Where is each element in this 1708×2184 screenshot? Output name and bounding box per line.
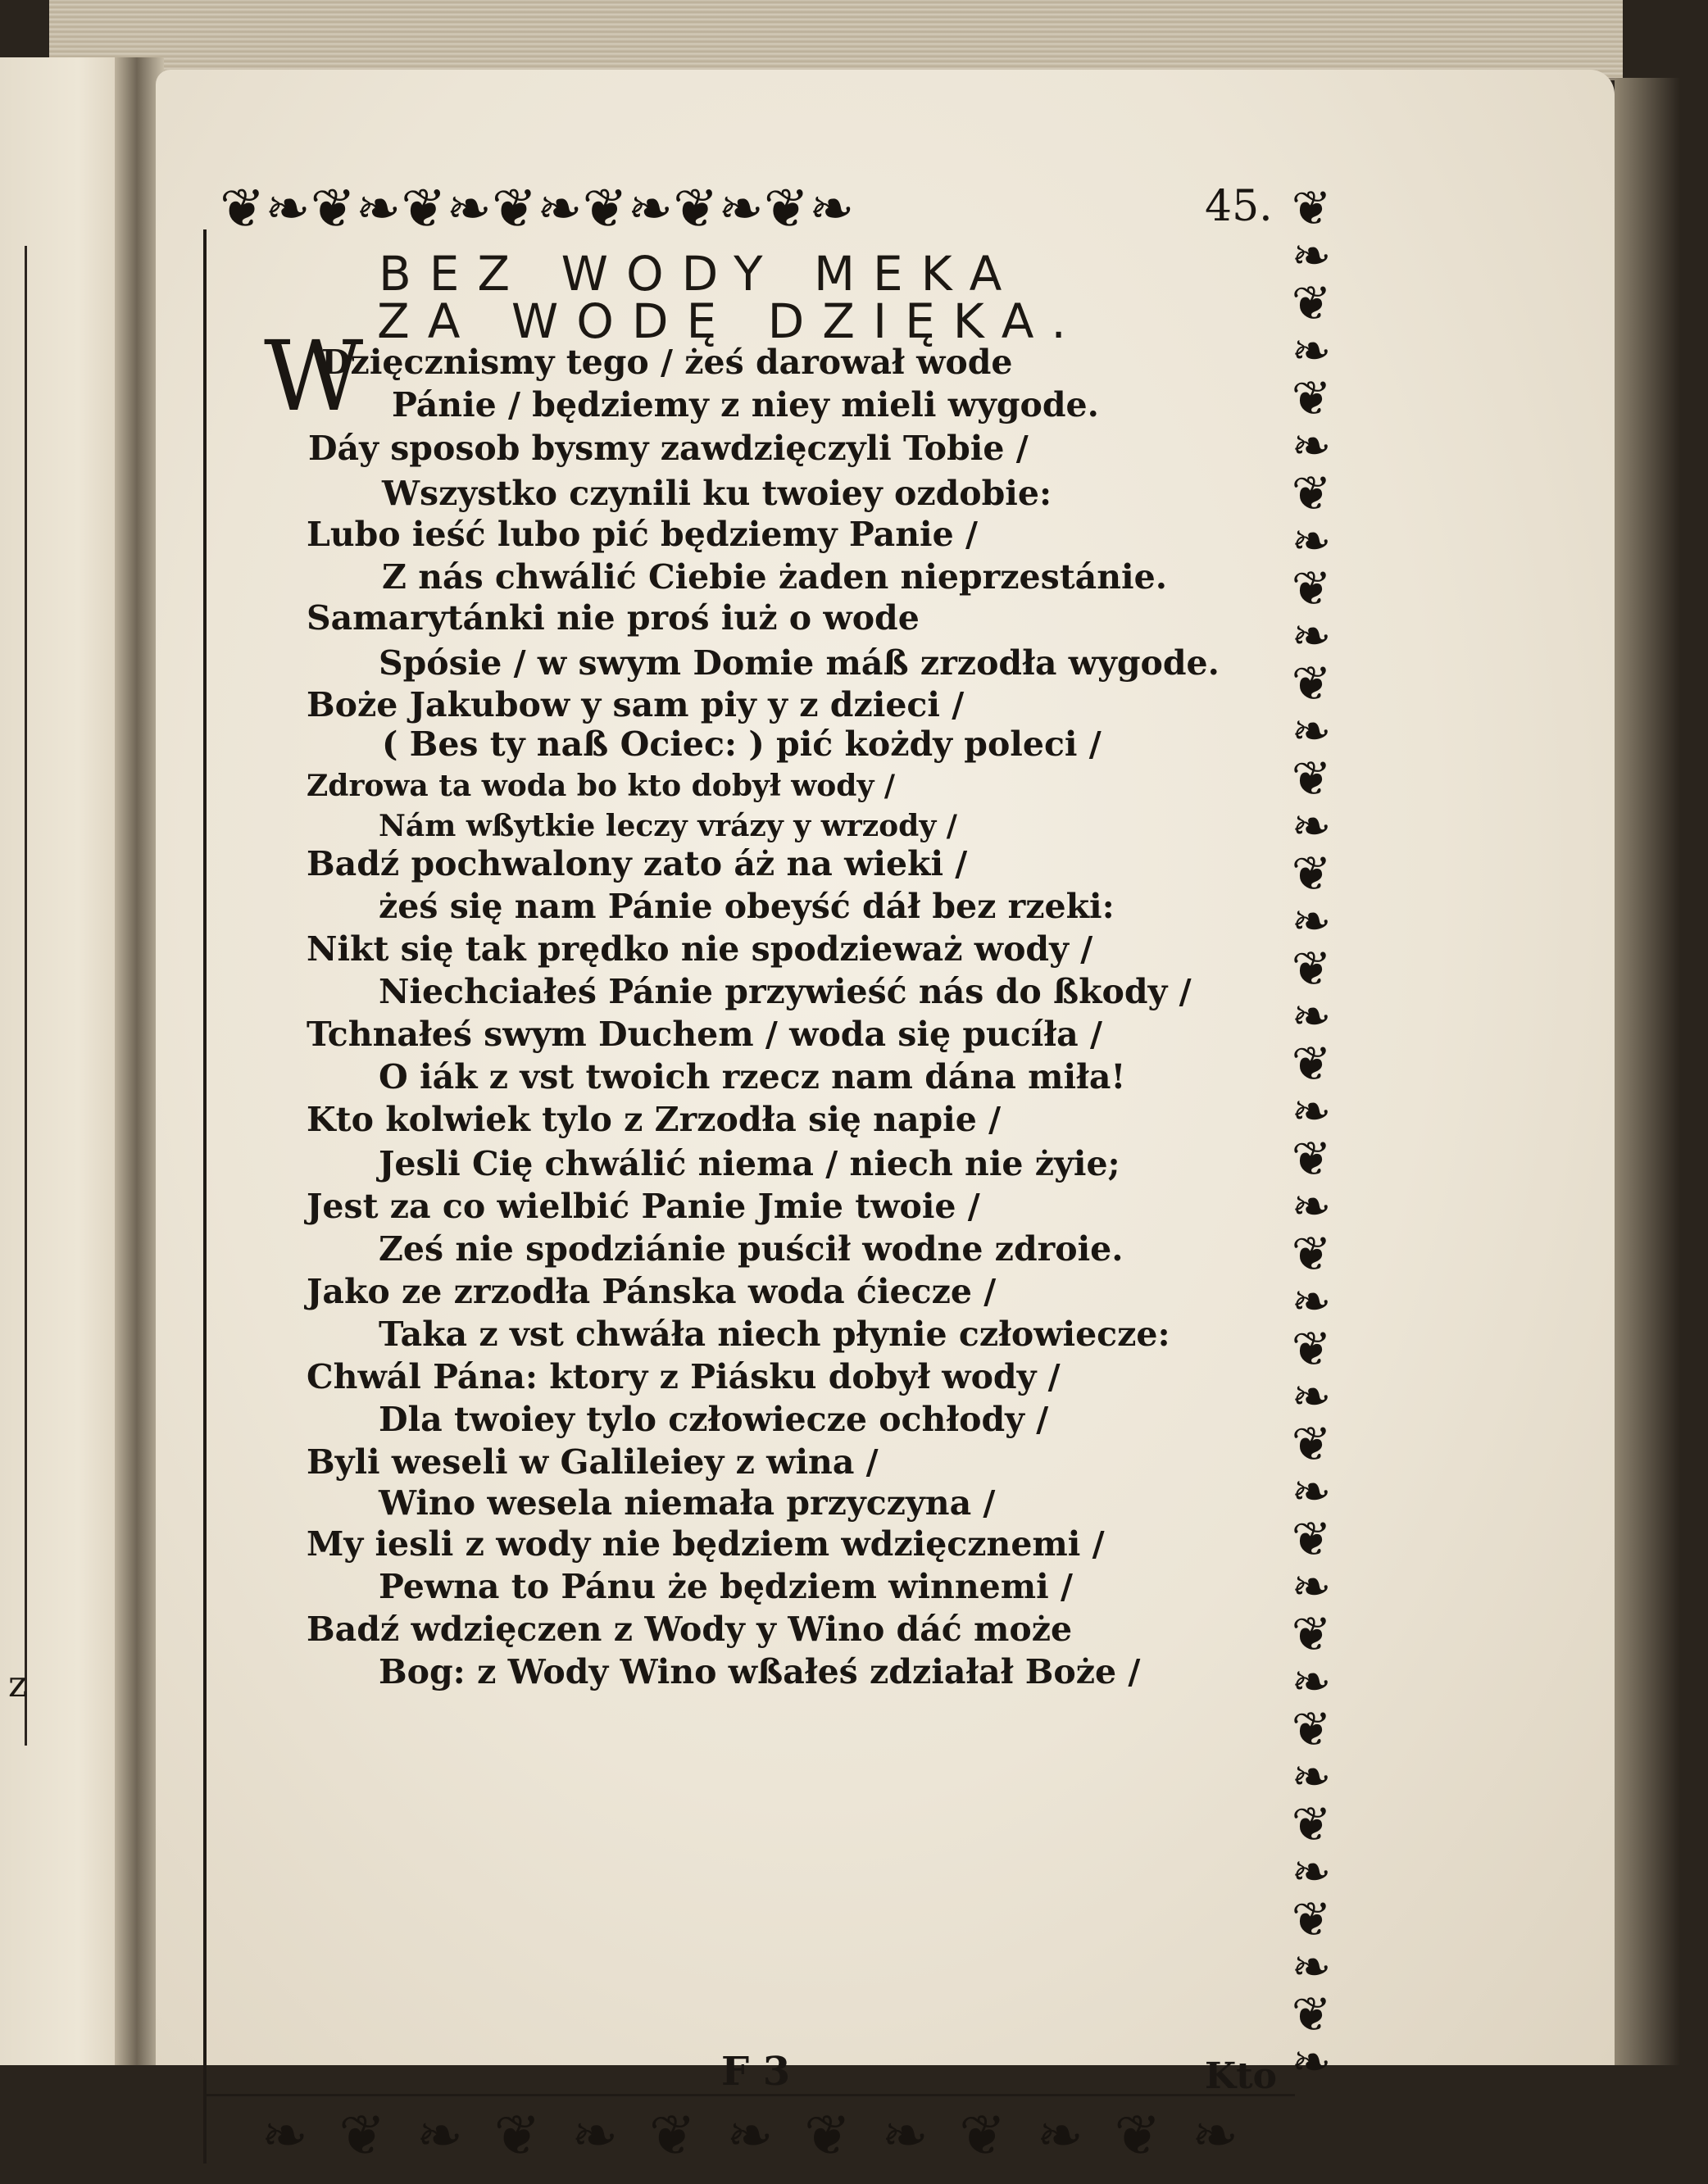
bottom-ornament-band xyxy=(246,2091,1254,2182)
verse-line: Zdrowa ta woda bo kto dobył wody / xyxy=(307,769,896,803)
fleuron-icon: ❦ xyxy=(493,2104,541,2168)
verse-line: Badź pochwalony zato áż na wieki / xyxy=(307,844,968,883)
fleuron-icon: ❦ xyxy=(1291,1796,1332,1852)
fleuron-icon: ❧ xyxy=(1291,893,1332,949)
fleuron-icon: ❦ xyxy=(1291,1891,1332,1947)
fleuron-icon: ❦ xyxy=(1291,846,1332,901)
fleuron-icon: ❦ xyxy=(582,177,625,240)
verse-line: Pewna to Pánu że będziem winnemi / xyxy=(379,1567,1073,1606)
verse-line: Wino wesela niemała przyczyna / xyxy=(379,1483,996,1523)
fleuron-icon: ❧ xyxy=(718,177,761,240)
verse-line: Samarytánki nie proś iuż o wode xyxy=(307,598,920,638)
fleuron-icon: ❧ xyxy=(1291,418,1332,474)
verse-line: Dáy sposob bysmy zawdzięczyli Tobie / xyxy=(308,429,1029,468)
page-edges-top xyxy=(49,0,1623,80)
page-number: 45. xyxy=(1205,182,1273,231)
left-page-fragment: z xyxy=(8,1664,28,1705)
right-ornament-column xyxy=(1279,180,1344,2184)
verse-line: Dla twoiey tylo człowiecze ochłody / xyxy=(379,1400,1049,1439)
fleuron-icon: ❦ xyxy=(1291,1606,1332,1662)
fleuron-icon: ❦ xyxy=(673,177,715,240)
fleuron-icon: ❧ xyxy=(1291,798,1332,854)
verse-line: Niechciałeś Pánie przywieść nás do ßkody / xyxy=(379,972,1192,1011)
verse-line: Tchnałeś swym Duchem / woda się pucíła / xyxy=(307,1015,1102,1054)
fleuron-icon: ❧ xyxy=(726,2104,774,2168)
fleuron-icon: ❦ xyxy=(763,177,806,240)
verse-line: O iák z vst twoich rzecz nam dána miła! xyxy=(379,1057,1126,1097)
verse-line: żeś się nam Pánie obeyść dáł bez rzeki: xyxy=(379,887,1115,926)
signature-mark: F 3 xyxy=(721,2049,791,2095)
fleuron-icon: ❧ xyxy=(416,2104,464,2168)
fleuron-icon: ❦ xyxy=(1291,1036,1332,1092)
verse-line: Jako ze zrzodła Pánska woda ćiecze / xyxy=(307,1272,997,1311)
fleuron-icon: ❦ xyxy=(1114,2104,1161,2168)
fleuron-icon: ❧ xyxy=(1291,1178,1332,1234)
fleuron-icon: ❦ xyxy=(1291,1321,1332,1377)
fleuron-icon: ❦ xyxy=(648,2104,696,2168)
fleuron-icon: ❦ xyxy=(1291,180,1332,236)
fleuron-icon: ❦ xyxy=(1291,941,1332,997)
fleuron-icon: ❧ xyxy=(265,177,307,240)
verse-line: Jest za co wielbić Panie Jmie twoie / xyxy=(307,1187,980,1226)
fleuron-icon: ❧ xyxy=(355,177,398,240)
fleuron-icon: ❧ xyxy=(1291,1369,1332,1424)
verse-line: Boże Jakubow y sam piy y z dzieci / xyxy=(307,685,965,724)
fleuron-icon: ❦ xyxy=(338,2104,386,2168)
fleuron-icon: ❦ xyxy=(1291,1226,1332,1282)
fleuron-icon: ❧ xyxy=(1291,1464,1332,1519)
fleuron-icon: ❦ xyxy=(1291,1511,1332,1567)
verse-line: Jesli Cię chwálić niema / niech nie żyie; xyxy=(379,1144,1120,1183)
verse-line: Dzięcznismy tego / żeś darował wode xyxy=(321,343,1013,382)
fleuron-icon: ❧ xyxy=(1036,2104,1083,2168)
fleuron-icon: ❧ xyxy=(627,177,670,240)
fleuron-icon: ❦ xyxy=(401,177,443,240)
fleuron-icon: ❧ xyxy=(1291,1559,1332,1614)
fleuron-icon: ❧ xyxy=(1291,1274,1332,1329)
fleuron-icon: ❦ xyxy=(1291,561,1332,616)
verse-line: Chwál Pána: ktory z Piásku dobył wody / xyxy=(307,1357,1061,1396)
fleuron-icon: ❧ xyxy=(537,177,579,240)
fleuron-icon: ❦ xyxy=(1291,1986,1332,2042)
fleuron-icon: ❧ xyxy=(1291,703,1332,759)
fleuron-icon: ❧ xyxy=(1291,988,1332,1044)
title-line-2: ZA WODĘ DZIĘKA. xyxy=(377,293,1084,349)
page-edges-right xyxy=(1615,78,1708,2065)
drop-cap: W xyxy=(264,320,364,433)
fleuron-icon: ❦ xyxy=(959,2104,1006,2168)
fleuron-icon: ❧ xyxy=(1291,1749,1332,1805)
fleuron-icon: ❧ xyxy=(1291,323,1332,379)
fleuron-icon: ❦ xyxy=(310,177,352,240)
fleuron-icon: ❧ xyxy=(261,2104,308,2168)
verse-line: Bog: z Wody Wino wßałeś zdziałał Boże / xyxy=(379,1652,1141,1691)
fleuron-icon: ❦ xyxy=(1291,656,1332,711)
fleuron-icon: ❦ xyxy=(804,2104,852,2168)
left-page xyxy=(0,57,131,2065)
verse-line: Nám wßytkie leczy vrázy y wrzody / xyxy=(379,809,957,843)
fleuron-icon: ❦ xyxy=(1291,275,1332,331)
catchword: Kto xyxy=(1205,2055,1277,2097)
fleuron-icon: ❦ xyxy=(1291,1416,1332,1472)
top-ornament-band xyxy=(220,168,1170,250)
verse-line: Kto kolwiek tylo z Zrzodła się napie / xyxy=(307,1100,1002,1139)
fleuron-icon: ❧ xyxy=(1291,2034,1332,2090)
fleuron-icon: ❧ xyxy=(571,2104,619,2168)
verse-line: Badź wdzięczen z Wody y Wino dáć może xyxy=(307,1610,1073,1649)
verse-line: Wszystko czynili ku twoiey ozdobie: xyxy=(382,474,1052,513)
fleuron-icon: ❧ xyxy=(1291,608,1332,664)
verse-line: ( Bes ty naß Ociec: ) pić kożdy poleci / xyxy=(382,724,1102,764)
title-line-1: BEZ WODY MEKA xyxy=(379,246,1020,302)
verse-line: Taka z vst chwáła niech płynie człowiecze: xyxy=(379,1314,1170,1354)
fleuron-icon: ❧ xyxy=(1192,2104,1239,2168)
verse-line: Z nás chwálić Ciebie żaden nieprzestánie. xyxy=(382,557,1167,597)
fleuron-icon: ❦ xyxy=(1291,1701,1332,1757)
frame-rule-left xyxy=(203,229,207,2164)
fleuron-icon: ❧ xyxy=(1291,1654,1332,1710)
fleuron-icon: ❦ xyxy=(220,177,262,240)
verse-line: Byli weseli w Galileiey z wina / xyxy=(307,1442,879,1482)
fleuron-icon: ❦ xyxy=(1291,370,1332,426)
fleuron-icon: ❧ xyxy=(881,2104,929,2168)
verse-line: Nikt się tak prędko nie spodzieważ wody / xyxy=(307,929,1093,969)
fleuron-icon: ❦ xyxy=(491,177,534,240)
fleuron-icon: ❧ xyxy=(1291,1939,1332,1995)
verse-line: Ześ nie spodziánie puścił wodne zdroie. xyxy=(379,1229,1124,1269)
fleuron-icon: ❦ xyxy=(1291,1131,1332,1187)
verse-line: Lubo ieść lubo pić będziemy Panie / xyxy=(307,515,978,554)
fleuron-icon: ❧ xyxy=(809,177,852,240)
fleuron-icon: ❦ xyxy=(1291,751,1332,806)
fleuron-icon: ❧ xyxy=(1291,228,1332,284)
fleuron-icon: ❧ xyxy=(1291,1083,1332,1139)
verse-line: Pánie / będziemy z niey mieli wygode. xyxy=(392,385,1099,425)
left-page-rule xyxy=(25,246,27,1746)
fleuron-icon: ❧ xyxy=(1291,513,1332,569)
fleuron-icon: ❧ xyxy=(446,177,488,240)
fleuron-icon: ❧ xyxy=(1291,1844,1332,1900)
verse-line: My iesli z wody nie będziem wdzięcznemi / xyxy=(307,1524,1105,1564)
verse-line: Spósie / w swym Domie máß zrzodła wygode. xyxy=(379,643,1220,683)
fleuron-icon: ❦ xyxy=(1291,465,1332,521)
